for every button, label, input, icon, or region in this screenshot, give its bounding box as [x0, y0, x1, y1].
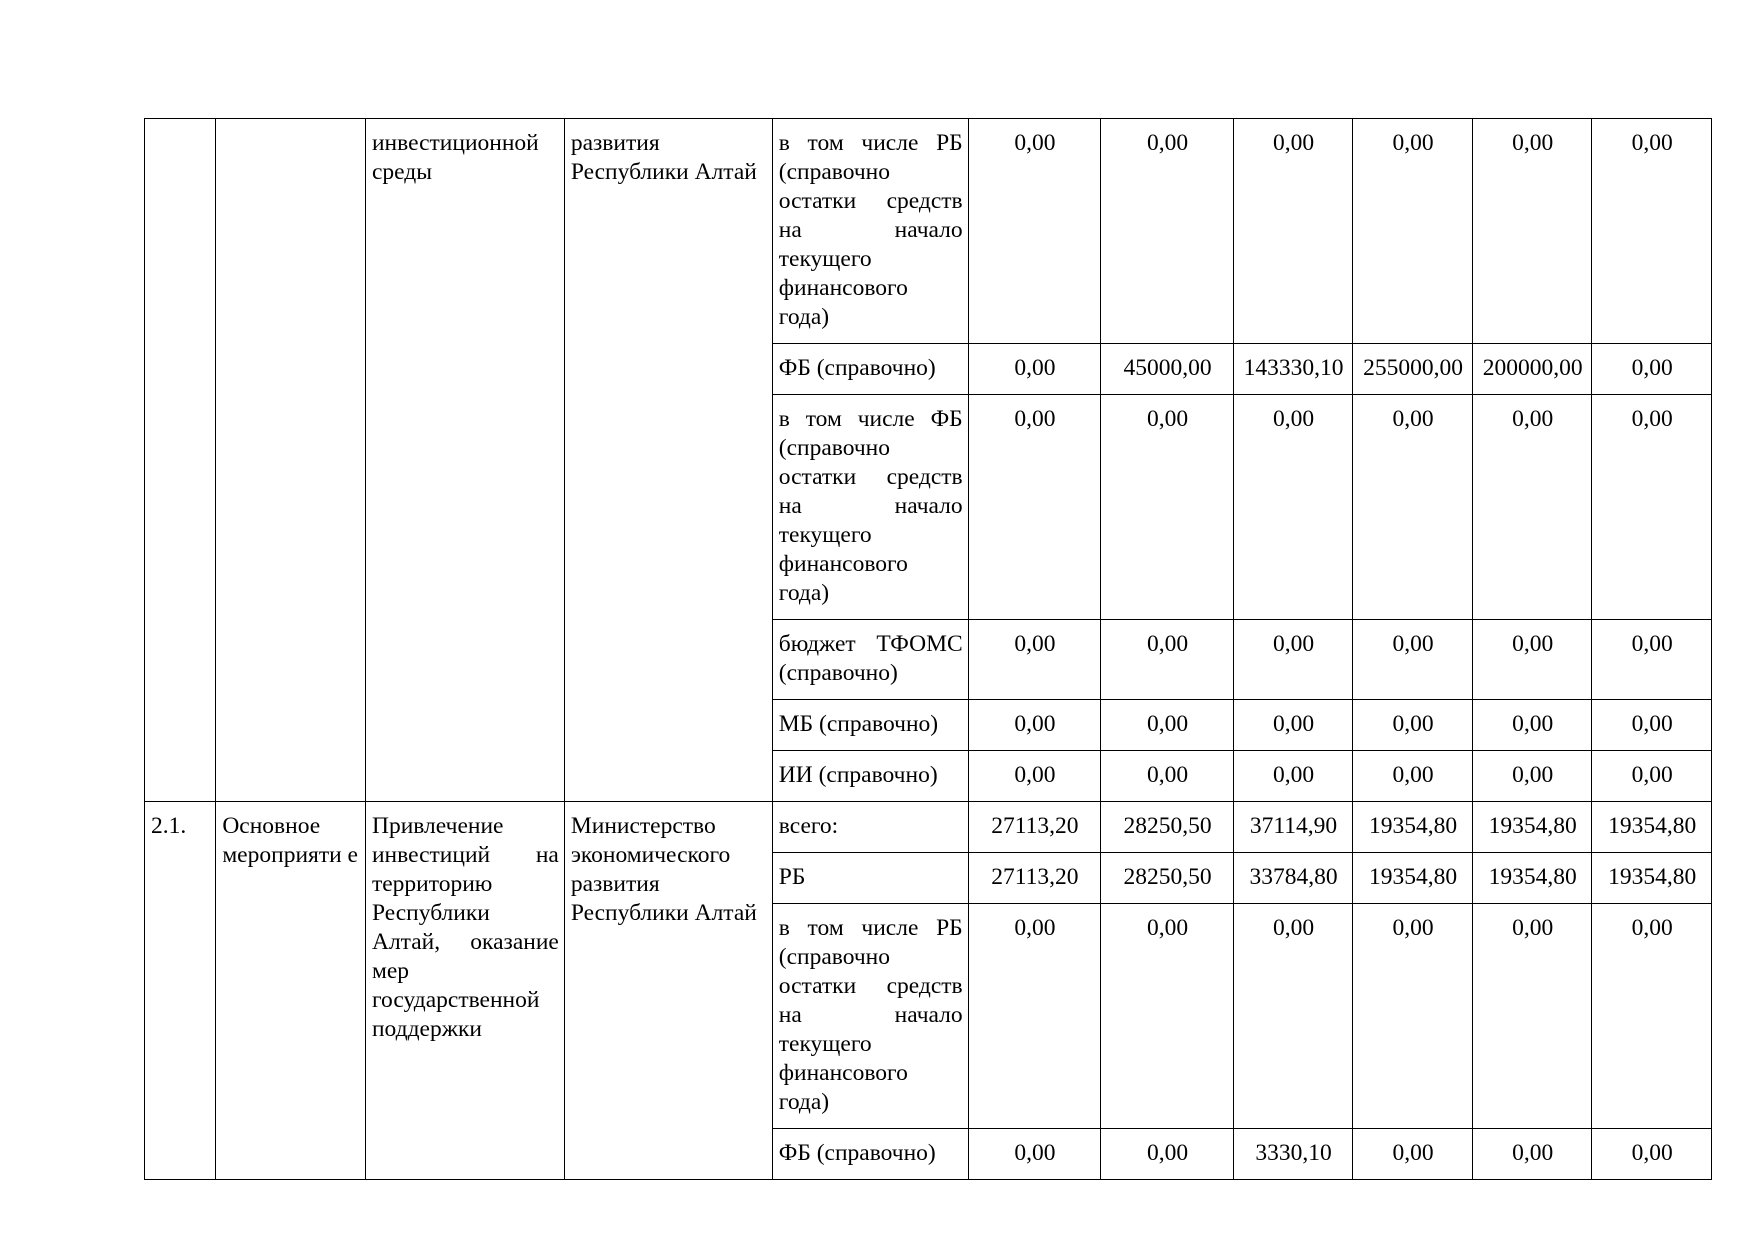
value-cell: 0,00 — [968, 119, 1101, 344]
value-cell: 28250,50 — [1101, 853, 1234, 904]
funding-source-cell: ФБ (справочно) — [772, 344, 968, 395]
value-cell: 0,00 — [1472, 751, 1592, 802]
value-cell: 0,00 — [1101, 904, 1234, 1129]
value-cell: 3330,10 — [1233, 1129, 1353, 1180]
item-kind-cell: Основное мероприяти е — [216, 802, 366, 1180]
executor-cell: развития Республики Алтай — [564, 119, 772, 802]
value-cell: 0,00 — [1592, 904, 1712, 1129]
value-cell: 0,00 — [968, 395, 1101, 620]
value-cell: 0,00 — [1101, 119, 1234, 344]
value-cell: 37114,90 — [1233, 802, 1353, 853]
value-cell: 0,00 — [968, 751, 1101, 802]
value-cell: 0,00 — [1592, 751, 1712, 802]
value-cell: 0,00 — [1592, 344, 1712, 395]
value-cell: 0,00 — [1101, 1129, 1234, 1180]
value-cell: 45000,00 — [1101, 344, 1234, 395]
value-cell: 0,00 — [1472, 620, 1592, 700]
executor-cell: Министерство экономического развития Республики Алтай — [564, 802, 772, 1180]
value-cell: 0,00 — [1233, 751, 1353, 802]
value-cell: 0,00 — [1353, 1129, 1473, 1180]
funding-source-cell: в том числе ФБ (справочно остатки средств на начало текущего финансового года) — [772, 395, 968, 620]
value-cell: 0,00 — [1353, 700, 1473, 751]
value-cell: 0,00 — [1592, 395, 1712, 620]
value-cell: 28250,50 — [1101, 802, 1234, 853]
value-cell: 0,00 — [1101, 620, 1234, 700]
value-cell: 0,00 — [1353, 119, 1473, 344]
value-cell: 255000,00 — [1353, 344, 1473, 395]
value-cell: 19354,80 — [1472, 853, 1592, 904]
table-row — [145, 119, 1712, 344]
value-cell: 27113,20 — [968, 853, 1101, 904]
value-cell: 0,00 — [1472, 1129, 1592, 1180]
financing-table — [144, 118, 1712, 1180]
value-cell: 0,00 — [1592, 119, 1712, 344]
value-cell: 27113,20 — [968, 802, 1101, 853]
value-cell: 0,00 — [1353, 904, 1473, 1129]
funding-source-cell: всего: — [772, 802, 968, 853]
value-cell: 0,00 — [1233, 395, 1353, 620]
item-number-cell — [145, 119, 216, 802]
value-cell: 19354,80 — [1353, 802, 1473, 853]
value-cell: 0,00 — [1592, 620, 1712, 700]
value-cell: 0,00 — [1472, 904, 1592, 1129]
value-cell: 19354,80 — [1472, 802, 1592, 853]
value-cell: 0,00 — [1233, 119, 1353, 344]
funding-source-cell: ФБ (справочно) — [772, 1129, 968, 1180]
value-cell: 0,00 — [1472, 119, 1592, 344]
value-cell: 0,00 — [1233, 904, 1353, 1129]
value-cell: 0,00 — [1353, 395, 1473, 620]
value-cell: 0,00 — [1592, 1129, 1712, 1180]
funding-source-cell: МБ (справочно) — [772, 700, 968, 751]
value-cell: 0,00 — [1101, 751, 1234, 802]
item-kind-cell — [216, 119, 366, 802]
item-name-cell: Привлечение инвестиций на территорию Республики Алтай, оказание мер государственной поддержки — [365, 802, 564, 1180]
value-cell: 0,00 — [1353, 620, 1473, 700]
value-cell: 0,00 — [968, 344, 1101, 395]
value-cell: 0,00 — [968, 904, 1101, 1129]
value-cell: 33784,80 — [1233, 853, 1353, 904]
funding-source-cell: ИИ (справочно) — [772, 751, 968, 802]
value-cell: 0,00 — [1101, 700, 1234, 751]
value-cell: 0,00 — [968, 700, 1101, 751]
value-cell: 0,00 — [1101, 395, 1234, 620]
funding-source-cell: РБ — [772, 853, 968, 904]
value-cell: 143330,10 — [1233, 344, 1353, 395]
value-cell: 19354,80 — [1353, 853, 1473, 904]
value-cell: 0,00 — [968, 1129, 1101, 1180]
funding-source-cell: бюджет ТФОМС (справочно) — [772, 620, 968, 700]
value-cell: 0,00 — [1472, 700, 1592, 751]
item-number-cell: 2.1. — [145, 802, 216, 1180]
value-cell: 0,00 — [1233, 700, 1353, 751]
value-cell: 19354,80 — [1592, 802, 1712, 853]
value-cell: 0,00 — [1233, 620, 1353, 700]
value-cell: 0,00 — [1353, 751, 1473, 802]
table-row — [145, 802, 1712, 853]
value-cell: 0,00 — [968, 620, 1101, 700]
value-cell: 19354,80 — [1592, 853, 1712, 904]
value-cell: 0,00 — [1472, 395, 1592, 620]
item-name-cell: инвестиционной среды — [365, 119, 564, 802]
value-cell: 200000,00 — [1472, 344, 1592, 395]
funding-source-cell: в том числе РБ (справочно остатки средств на начало текущего финансового года) — [772, 119, 968, 344]
funding-source-cell: в том числе РБ (справочно остатки средств на начало текущего финансового года) — [772, 904, 968, 1129]
value-cell: 0,00 — [1592, 700, 1712, 751]
